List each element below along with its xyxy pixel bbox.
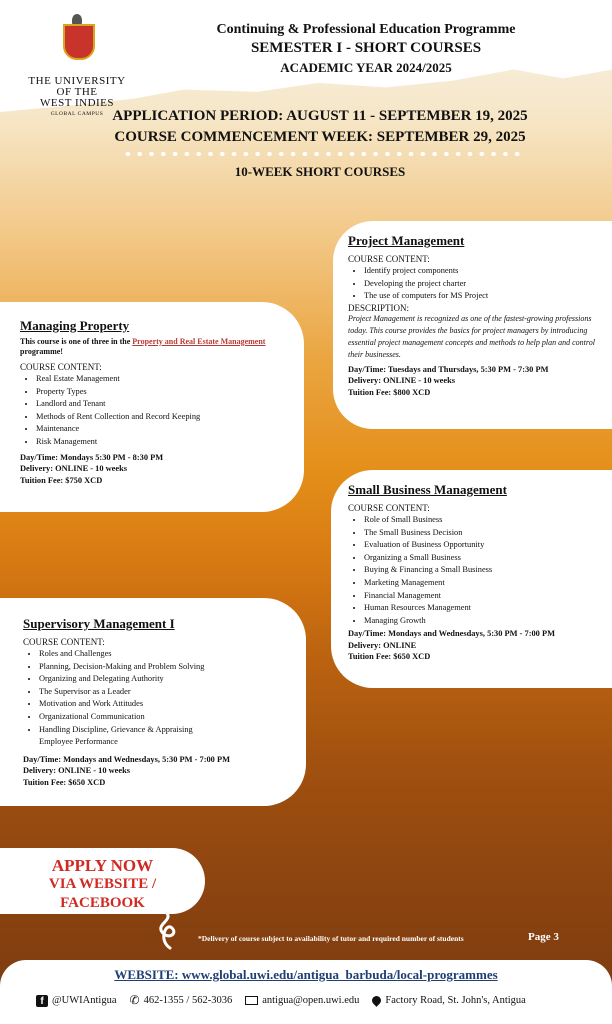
course-delivery: Delivery: ONLINE (348, 640, 417, 650)
list-item: • Methods of Rent Collection and Record Keeping (36, 411, 284, 424)
academic-year: ACADEMIC YEAR 2024/2025 (280, 60, 452, 75)
email-contact[interactable] (245, 995, 359, 1006)
facebook-handle: @UWIAntigua (52, 995, 117, 1006)
course-daytime: Day/Time: Mondays and Wednesdays, 5:30 PM - 7:00 PM (348, 629, 555, 639)
list-item: • Developing the project charter (364, 278, 602, 291)
swirl-arrow-icon (152, 910, 182, 950)
course-title: Supervisory Management I (23, 616, 175, 631)
course-title: Small Business Management (348, 482, 507, 497)
facebook-icon: f (36, 995, 48, 1007)
apply-line-3: FACEBOOK (60, 895, 145, 911)
dot-divider (122, 152, 526, 156)
delivery-note: *Delivery of course subject to availability of tutor and required number of students (198, 934, 464, 943)
list-item: • Organizing a Small Business (364, 552, 602, 565)
footer (0, 960, 612, 1024)
course-title: Project Management (348, 233, 465, 248)
programme-link[interactable]: Property and Real Estate Management (132, 337, 266, 346)
phone-contact[interactable] (130, 993, 233, 1008)
small-business-card (331, 470, 612, 688)
course-fee: Tuition Fee: $800 XCD (348, 387, 431, 397)
course-fee: Tuition Fee: $650 XCD (23, 777, 106, 787)
list-item: • Marketing Management (364, 577, 602, 590)
course-intro (20, 337, 284, 357)
website-link[interactable]: WEBSITE: www.global.uwi.edu/antigua_barbuda/local-programmes (114, 967, 498, 982)
list-item: • Property Types (36, 386, 284, 399)
list-item: • Planning, Decision-Making and Problem Solving (39, 661, 286, 674)
course-fee: Tuition Fee: $650 XCD (348, 652, 431, 662)
course-daytime: Day/Time: Mondays and Wednesdays, 5:30 PM - 7:00 PM (23, 754, 230, 764)
address-text: Factory Road, St. John's, Antigua (385, 995, 526, 1006)
page-number: Page 3 (528, 931, 559, 943)
intro-text: This course is one of three in the (20, 337, 133, 346)
description-label: DESCRIPTION: (348, 302, 410, 313)
managing-property-card (0, 302, 304, 512)
list-item: • Handling Discipline, Grievance & Appraising Employee Performance (39, 724, 219, 749)
course-delivery: Delivery: ONLINE - 10 weeks (23, 766, 130, 776)
content-label: COURSE CONTENT: (348, 503, 430, 513)
list-item: • Organizing and Delegating Authority (39, 673, 286, 686)
facebook-contact[interactable] (36, 995, 117, 1007)
phone-number: 462-1355 / 562-3036 (143, 995, 233, 1006)
mail-icon (245, 996, 258, 1005)
content-list (348, 265, 602, 303)
apply-line-1: APPLY NOW (51, 856, 154, 875)
list-item: • Motivation and Work Attitudes (39, 698, 286, 711)
list-item: • The Small Business Decision (364, 527, 602, 540)
content-list (20, 373, 284, 449)
email-address: antigua@open.uwi.edu (262, 995, 360, 1006)
phone-icon: ✆ (129, 993, 140, 1007)
logo-text-1: THE UNIVERSITY (28, 75, 126, 87)
apply-now-banner[interactable] (0, 848, 205, 914)
logo-text-3: WEST INDIES (39, 97, 115, 109)
list-item: • Organizational Communication (39, 711, 286, 724)
supervisory-management-card (0, 598, 306, 806)
course-delivery: Delivery: ONLINE - 10 weeks (348, 376, 455, 386)
list-item: • Maintenance (36, 423, 284, 436)
uwi-logo (22, 14, 132, 117)
logo-text-4: GLOBAL CAMPUS (50, 111, 104, 117)
description-text: Project Management is recognized as one of the fastest-growing professions today. This course provides the basics for project managers by introducing essential project management concepts and methods to help plan and control their businesses. (348, 313, 595, 359)
list-item: • The Supervisor as a Leader (39, 686, 286, 699)
crest-icon (59, 14, 95, 58)
application-period: APPLICATION PERIOD: AUGUST 11 - SEPTEMBER 19, 2025 (112, 108, 528, 124)
list-item: • Real Estate Management (36, 373, 284, 386)
course-delivery: Delivery: ONLINE - 10 weeks (20, 464, 127, 474)
content-label: COURSE CONTENT: (348, 254, 430, 264)
list-item: • Financial Management (364, 590, 602, 603)
course-daytime: Day/Time: Mondays 5:30 PM - 8:30 PM (20, 452, 164, 462)
list-item: • Buying & Financing a Small Business (364, 564, 602, 577)
list-item: • Human Resources Management (364, 602, 602, 615)
commencement-week: COURSE COMMENCEMENT WEEK: SEPTEMBER 29, 2025 (114, 129, 526, 145)
content-label: COURSE CONTENT: (23, 637, 105, 647)
logo-text-2: OF THE (56, 86, 98, 98)
contact-row (36, 993, 612, 1008)
course-title: Managing Property (20, 318, 130, 333)
address-contact (372, 995, 525, 1006)
list-item: • Landlord and Tenant (36, 398, 284, 411)
list-item: • Evaluation of Business Opportunity (364, 539, 602, 552)
apply-line-2: VIA WEBSITE / (48, 876, 157, 892)
list-item: • Role of Small Business (364, 514, 602, 527)
list-item: • Risk Management (36, 436, 284, 449)
content-label: COURSE CONTENT: (20, 362, 102, 372)
intro-text-end: programme! (20, 347, 63, 356)
list-item: • Roles and Challenges (39, 648, 286, 661)
content-list (23, 648, 286, 749)
content-list (348, 514, 602, 627)
location-pin-icon (371, 994, 384, 1007)
list-item: • Managing Growth (364, 615, 602, 628)
project-management-card (333, 221, 612, 429)
course-daytime: Day/Time: Tuesdays and Thursdays, 5:30 PM - 7:30 PM (348, 364, 549, 374)
semester-title: SEMESTER I - SHORT COURSES (250, 40, 482, 56)
list-item: • Identify project components (364, 265, 602, 278)
course-fee: Tuition Fee: $750 XCD (20, 475, 103, 485)
list-item: • The use of computers for MS Project (364, 290, 602, 303)
courses-subtitle: 10-WEEK SHORT COURSES (234, 164, 406, 179)
programme-title: Continuing & Professional Education Programme (216, 22, 516, 37)
